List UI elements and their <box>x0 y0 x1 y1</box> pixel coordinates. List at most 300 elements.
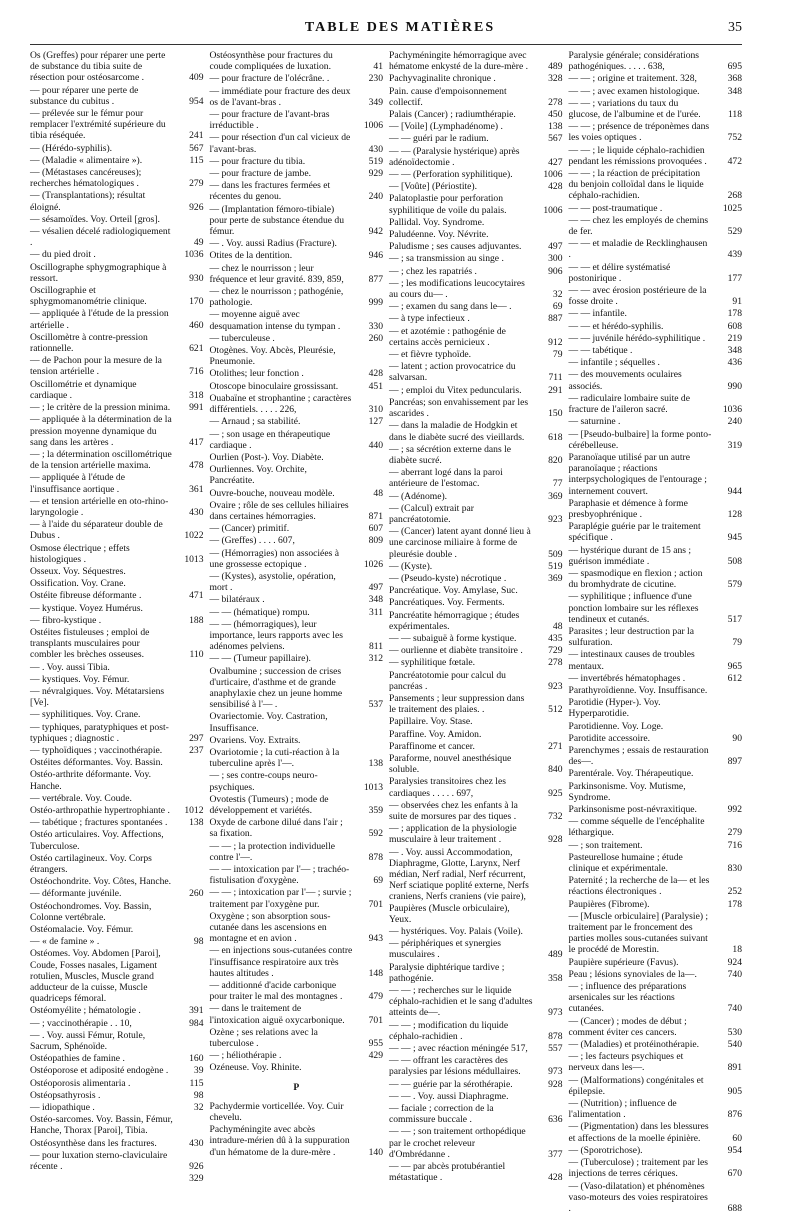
entry-text: Pancréatique. Voy. Amylase, Suc. <box>389 585 537 596</box>
index-entry <box>210 50 384 72</box>
entry-page: 118 <box>716 109 742 120</box>
entry-text: — et azotémie : pathogénie de certains accès pernicieux . <box>389 326 537 348</box>
entry-text: Ostéite fibreuse déformante . <box>30 590 178 601</box>
page-number: 35 <box>728 20 742 36</box>
index-entry <box>30 155 204 166</box>
entry-page: 91 <box>716 296 742 307</box>
entry-page: 177 <box>716 273 742 284</box>
entry-page: 150 <box>537 408 563 419</box>
entry-text: Pain. cause d'empoisonnement collectif. <box>389 86 537 108</box>
entry-page: 127 <box>357 416 383 427</box>
index-entry <box>210 109 384 131</box>
entry-text: Pallidal. Voy. Syndrome. <box>389 217 537 228</box>
entry-page: 740 <box>716 1003 742 1014</box>
entry-page: 128 <box>716 509 742 520</box>
index-entry <box>569 852 743 874</box>
index-entry <box>389 349 563 360</box>
entry-text: — névralgiques. Voy. Métatarsiens [Ve]. <box>30 686 178 708</box>
index-entry <box>389 385 563 396</box>
entry-text: — (Sporotrichose). <box>569 1145 717 1156</box>
entry-text: — — tabétique . <box>569 345 717 356</box>
index-entry <box>210 180 384 202</box>
entry-text: — observées chez les enfants à la suite de morsures par des tiques . <box>389 800 537 822</box>
index-entry <box>210 980 384 1002</box>
index-entry <box>389 610 563 632</box>
entry-text: — immédiate pour fracture des deux os de l'avant-bras . <box>210 86 358 108</box>
entry-text: Osseux. Voy. Séquestres. <box>30 566 178 577</box>
entry-page: 1022 <box>178 530 204 541</box>
entry-text: — typhoïdiques ; vaccinothérapie. <box>30 745 178 756</box>
index-entry <box>569 50 743 72</box>
entry-text: — — intoxication par l'— ; trachéo-fistulisation d'oxygène. <box>210 864 358 886</box>
index-entry <box>569 308 743 319</box>
index-entry <box>389 985 563 1019</box>
index-entry <box>30 901 204 923</box>
index-entry <box>30 888 204 899</box>
entry-page: 752 <box>716 132 742 143</box>
index-entry <box>30 662 204 673</box>
entry-page: 540 <box>716 1039 742 1050</box>
entry-page: 240 <box>716 416 742 427</box>
entry-text: — du pied droit . <box>30 249 178 260</box>
entry-page: 318 <box>178 390 204 401</box>
entry-text: — — ; le liquide céphalo-rachidien pendant les rémissions provoquées . <box>569 145 717 167</box>
index-entry <box>569 745 743 767</box>
entry-text: Paraforme, nouvel anesthésique soluble. <box>389 753 537 775</box>
entry-text: — tabétique ; fractures spontanées . <box>30 817 178 828</box>
entry-text: — moyenne aiguë avec desquamation intense du tympan . <box>210 309 358 331</box>
entry-text: — (Adénome). <box>389 491 537 502</box>
entry-page: 701 <box>357 1015 383 1026</box>
entry-page: 430 <box>357 144 383 155</box>
index-entry <box>30 167 204 189</box>
entry-page: 925 <box>537 788 563 799</box>
entry-page: 926 <box>178 202 204 213</box>
entry-page: 310 <box>357 404 383 415</box>
entry-text: Ostéosynthèse dans les fractures. <box>30 1138 178 1149</box>
index-entry <box>389 241 563 252</box>
index-entry <box>30 757 204 768</box>
index-entry <box>569 591 743 625</box>
entry-page: 409 <box>178 72 204 83</box>
entry-page: 358 <box>537 973 563 984</box>
index-entry <box>210 735 384 746</box>
index-entry <box>30 249 204 260</box>
entry-text: Pachyméningite avec abcès intradure-mérien dû à la suppuration d'un hématome de la dure-mère . <box>210 1124 358 1158</box>
index-entry <box>210 619 384 653</box>
entry-text: — ; emploi du Vitex peduncularis. <box>389 385 537 396</box>
index-entry <box>569 781 743 803</box>
index-entry <box>30 876 204 887</box>
index-entry <box>389 693 563 715</box>
index-column-1 <box>30 50 204 1070</box>
index-entry <box>210 1003 384 1025</box>
entry-text: — (Vaso-dilatation) et phénomènes vaso-moteurs des voies respiratoires . <box>569 1181 717 1214</box>
entry-text: — radiculaire lombaire suite de fracture de l'aileron sacré. <box>569 393 717 415</box>
index-entry <box>569 521 743 543</box>
entry-text: — (Greffes) . . . . 607, <box>210 535 358 546</box>
index-entry <box>30 722 204 744</box>
index-entry <box>569 393 743 415</box>
index-entry <box>569 345 743 356</box>
index-entry <box>389 313 563 324</box>
entry-text: Ostéosynthèse pour fractures du coude compliquées de luxation. <box>210 50 358 72</box>
entry-text: — et fièvre typhoïde. <box>389 349 537 360</box>
entry-text: — — (Tumeur papillaire). <box>210 653 358 664</box>
index-entry <box>389 962 563 984</box>
index-entry <box>389 657 563 668</box>
index-entry <box>389 573 563 584</box>
index-entry <box>30 948 204 1004</box>
index-entry <box>569 649 743 671</box>
entry-page: 729 <box>537 645 563 656</box>
entry-page: 328 <box>537 73 563 84</box>
entry-page: 312 <box>357 653 383 664</box>
entry-text: — (Nutrition) ; influence de l'alimentation . <box>569 1098 717 1120</box>
index-entry <box>389 1043 563 1054</box>
entry-text: — (Cancer) ; modes de début ; comment éviter ces cancers. <box>569 1016 717 1038</box>
entry-page: 497 <box>537 241 563 252</box>
entry-page: 621 <box>178 343 204 354</box>
index-entry <box>569 1075 743 1097</box>
index-columns <box>30 50 742 1070</box>
entry-text: — ; vaccinothérapie . . 10, <box>30 1018 178 1029</box>
index-entry <box>30 578 204 589</box>
entry-text: — comme séquelle de l'encéphalite léthargique. <box>569 816 717 838</box>
entry-page: 115 <box>178 1078 204 1089</box>
entry-text: — — ; recherches sur le liquide céphalo-rachidien et le sang d'adultes atteints de—. <box>389 985 537 1019</box>
entry-page: 77 <box>537 478 563 489</box>
index-entry <box>30 1053 204 1064</box>
entry-text: — ; examen du sang dans le— . <box>389 301 537 312</box>
entry-text: Ouvre-bouche, nouveau modèle. <box>210 488 358 499</box>
entry-text: Ostéo-sarcomes. Voy. Bassin, Fémur, Hanche, Thorax [Paroi], Tibia. <box>30 1114 178 1136</box>
index-entry <box>389 741 563 752</box>
entry-text: — invertébrés hématophages . <box>569 673 717 684</box>
entry-page: 39 <box>178 1065 204 1076</box>
index-entry <box>210 416 384 427</box>
index-entry <box>210 345 384 367</box>
entry-page: 929 <box>357 168 383 179</box>
index-entry <box>569 168 743 202</box>
index-entry <box>30 332 204 354</box>
entry-text: — — ; variations du taux du glucose, de l'albumine et de l'urée. <box>569 98 717 120</box>
index-entry <box>210 263 384 285</box>
entry-text: Ostéites fistuleuses ; emploi de transplants musculaires pour combler les brèches osseuses. <box>30 627 178 661</box>
entry-text: — (Hémorragies) non associées à une grossesse ectopique . <box>210 548 358 570</box>
entry-text: — — avec érosion postérieure de la fosse droite . <box>569 285 717 307</box>
entry-text: Ostéo-arthropathie hypertrophiante . <box>30 805 178 816</box>
index-entry <box>569 98 743 120</box>
index-entry <box>389 633 563 644</box>
entry-page: 170 <box>178 296 204 307</box>
entry-text: — infantile ; séquelles . <box>569 357 717 368</box>
entry-page: 69 <box>537 301 563 312</box>
entry-text: — (Maladie « alimentaire »). <box>30 155 178 166</box>
index-entry <box>569 957 743 968</box>
entry-page: 992 <box>716 804 742 815</box>
entry-text: Ostéomes. Voy. Abdomen [Paroi], Coude, Fosses nasales, Ligament rotulien, Muscles, Muscle grand adducteur de la cuisse, Muscle quadriceps fémoral. <box>30 948 178 1004</box>
entry-page: 529 <box>716 226 742 237</box>
entry-text: — faciale ; correction de la commissure buccale . <box>389 1103 537 1125</box>
entry-text: Ossification. Voy. Crane. <box>30 578 178 589</box>
entry-page: 435 <box>537 633 563 644</box>
index-entry <box>30 1065 204 1076</box>
entry-text: — (Hérédo-syphilis). <box>30 143 178 154</box>
index-entry <box>210 841 384 863</box>
index-entry <box>389 1103 563 1125</box>
index-entry <box>210 488 384 499</box>
entry-page: 90 <box>716 733 742 744</box>
entry-text: — pour fracture de jambe. <box>210 168 358 179</box>
entry-page: 991 <box>178 402 204 413</box>
entry-text: Os (Greffes) pour réparer une perte de substance du tibia suite de résection pour ostéosarcome . <box>30 50 178 84</box>
entry-page: 460 <box>178 320 204 331</box>
entry-text: Ouabaïne et strophantine ; caractères différentiels. . . . . 226, <box>210 393 358 415</box>
entry-text: — en injections sous-cutanées contre l'insuffisance respiratoire aux très hautes altitudes . <box>210 945 358 979</box>
entry-page: 928 <box>537 834 563 845</box>
entry-text: Ostéomalacie. Voy. Fémur. <box>30 924 178 935</box>
entry-text: — — ; intoxication par l'— ; survie ; traitement par l'oxygène pur. <box>210 887 358 909</box>
entry-text: Otolithes; leur fonction . <box>210 368 358 379</box>
entry-page: 188 <box>178 615 204 626</box>
index-entry <box>30 924 204 935</box>
entry-text: — — juvénile hérédo-syphilitique . <box>569 333 717 344</box>
entry-page: 48 <box>537 621 563 632</box>
entry-page: 260 <box>357 333 383 344</box>
entry-page: 519 <box>357 156 383 167</box>
entry-text: — . Voy. aussi Fémur, Rotule, Sacrum, Sphénoïde. <box>30 1030 178 1052</box>
index-entry <box>389 561 563 572</box>
entry-page: 954 <box>178 96 204 107</box>
entry-text: — typhiques, paratyphiques et post-typhiques ; diagnostic . <box>30 722 178 744</box>
entry-text: — (Cancer) primitif. <box>210 523 358 534</box>
index-entry <box>30 674 204 685</box>
index-entry <box>210 523 384 534</box>
index-entry <box>30 414 204 448</box>
entry-text: Ostéochondrite. Voy. Côtes, Hanche. <box>30 876 178 887</box>
entry-text: — — chez les employés de chemins de fer. <box>569 215 717 237</box>
entry-page: 472 <box>716 156 742 167</box>
index-entry <box>569 685 743 696</box>
index-column-3 <box>389 50 563 1070</box>
entry-text: — appliquée à l'étude de la pression artérielle . <box>30 308 178 330</box>
index-entry <box>210 794 384 816</box>
entry-text: Pachydermie vorticellée. Voy. Cuir chevelu. <box>210 1101 358 1123</box>
index-entry <box>389 121 563 132</box>
index-entry <box>210 571 384 593</box>
entry-text: — prélevée sur le fémur pour remplacer l'extrémité supérieure du tibia réséquée. <box>30 108 178 142</box>
entry-page: 928 <box>537 1079 563 1090</box>
entry-text: Paludéenne. Voy. Névrite. <box>389 229 537 240</box>
entry-text: Paraplégie guérie par le traitement spécifique . <box>569 521 717 543</box>
entry-page: 428 <box>357 368 383 379</box>
index-entry <box>389 503 563 525</box>
entry-page: 41 <box>357 61 383 72</box>
entry-text: — — (hémorragiques), leur importance, leurs rapports avec les adénomes pelviens. <box>210 619 358 653</box>
section-letter: P <box>210 1082 384 1093</box>
index-entry <box>569 145 743 167</box>
entry-text: — ; son usage en thérapeutique cardiaque . <box>210 429 358 451</box>
entry-text: Paraffinome et cancer. <box>389 741 537 752</box>
entry-page: 115 <box>178 155 204 166</box>
entry-page: 428 <box>537 181 563 192</box>
entry-page: 349 <box>357 97 383 108</box>
index-entry <box>569 86 743 97</box>
entry-page: 138 <box>537 121 563 132</box>
index-entry <box>210 1124 384 1158</box>
entry-text: — — et délire systématisé postonirique . <box>569 262 717 284</box>
entry-page: 912 <box>537 337 563 348</box>
entry-page: 973 <box>537 1066 563 1077</box>
entry-page: 740 <box>716 969 742 980</box>
entry-text: Parkinsonisme post-névraxitique. <box>569 804 717 815</box>
entry-text: — ; ses contre-coups neuro-psychiques. <box>210 770 358 792</box>
entry-page: 955 <box>357 1038 383 1049</box>
index-entry <box>210 770 384 792</box>
index-entry <box>389 926 563 937</box>
index-entry <box>389 716 563 727</box>
index-entry <box>30 1018 204 1029</box>
index-entry <box>569 721 743 732</box>
index-entry <box>30 85 204 107</box>
index-entry <box>30 615 204 626</box>
entry-page: 361 <box>178 484 204 495</box>
entry-text: — — ; avec examen histologique. <box>569 86 717 97</box>
entry-text: — additionné d'acide carbonique pour traiter le mal des montagnes . <box>210 980 358 1002</box>
entry-page: 391 <box>178 1005 204 1016</box>
index-entry <box>30 308 204 330</box>
index-entry <box>210 1027 384 1049</box>
entry-page: 891 <box>716 1062 742 1073</box>
index-entry <box>389 1091 563 1102</box>
index-entry <box>30 519 204 541</box>
entry-page: 954 <box>716 1145 742 1156</box>
entry-text: — [Voile] (Lymphadénome) . <box>389 121 537 132</box>
entry-page: 219 <box>716 333 742 344</box>
index-entry <box>210 73 384 84</box>
entry-page: 820 <box>537 455 563 466</box>
entry-page: 509 <box>537 549 563 560</box>
index-entry <box>210 887 384 909</box>
index-entry <box>30 496 204 518</box>
index-entry <box>569 911 743 956</box>
index-entry <box>389 73 563 84</box>
entry-page: 110 <box>178 649 204 660</box>
entry-page: 897 <box>716 756 742 767</box>
entry-text: — pour réparer une perte de substance du cubitus . <box>30 85 178 107</box>
entry-page: 701 <box>357 899 383 910</box>
entry-text: — dans les fractures fermées et récentes du genou. <box>210 180 358 202</box>
index-entry <box>389 133 563 144</box>
index-entry <box>210 607 384 618</box>
index-entry <box>569 545 743 567</box>
entry-text: — bilatéraux . <box>210 594 358 605</box>
index-entry <box>30 472 204 494</box>
index-entry <box>389 146 563 168</box>
entry-text: — [Voûte] (Périostite). <box>389 181 537 192</box>
index-entry <box>569 626 743 648</box>
index-entry <box>389 823 563 845</box>
entry-text: — aberrant logé dans la paroi antérieure de l'estomac. <box>389 467 537 489</box>
entry-page: 1013 <box>178 554 204 565</box>
entry-text: — chez le nourrisson ; leur fréquence et leur gravité. 839, 859, <box>210 263 358 285</box>
index-entry <box>30 190 204 212</box>
entry-text: — périphériques et synergies musculaires . <box>389 938 537 960</box>
index-entry <box>389 645 563 656</box>
entry-page: 359 <box>357 805 383 816</box>
index-entry <box>210 1050 384 1061</box>
entry-page: 60 <box>716 1133 742 1144</box>
index-entry <box>30 143 204 154</box>
entry-text: Oxyde de carbone dilué dans l'air ; sa fixation. <box>210 817 358 839</box>
entry-page: 905 <box>716 1086 742 1097</box>
entry-page: 944 <box>716 486 742 497</box>
entry-text: Paupières (Fibrome). <box>569 899 717 910</box>
index-entry <box>30 1005 204 1016</box>
index-entry <box>389 467 563 489</box>
index-entry <box>30 1102 204 1113</box>
index-entry <box>30 817 204 828</box>
entry-text: — idiopathique . <box>30 1102 178 1113</box>
index-entry <box>30 226 204 248</box>
index-entry <box>389 86 563 108</box>
entry-page: 946 <box>357 250 383 261</box>
index-entry <box>30 1150 204 1172</box>
entry-text: Paternité ; la recherche de la— et les réactions électroniques . <box>569 875 717 897</box>
index-entry <box>389 397 563 419</box>
index-entry <box>30 936 204 947</box>
entry-page: 512 <box>537 704 563 715</box>
index-entry <box>210 452 384 463</box>
index-entry <box>389 420 563 442</box>
entry-text: Ostéopathies de famine . <box>30 1053 178 1064</box>
index-entry <box>569 121 743 143</box>
entry-text: — ; influence des préparations arsenicales sur les réactions cutanées. <box>569 981 717 1015</box>
entry-text: Ostéoporosis alimentaria . <box>30 1078 178 1089</box>
index-entry <box>569 1039 743 1050</box>
entry-text: — (Calcul) extrait par pancréatotomie. <box>389 503 537 525</box>
entry-page: 930 <box>178 273 204 284</box>
entry-page: 876 <box>716 1109 742 1120</box>
index-entry <box>389 729 563 740</box>
entry-page: 429 <box>357 1050 383 1061</box>
index-entry <box>569 498 743 520</box>
index-entry <box>569 333 743 344</box>
entry-text: — appliquée à l'étude de l'insuffisance aortique . <box>30 472 178 494</box>
index-entry <box>210 864 384 886</box>
index-entry <box>210 1101 384 1123</box>
entry-page: 926 <box>178 1161 204 1172</box>
index-entry <box>30 1114 204 1136</box>
entry-text: — — et hérédo-syphilis. <box>569 321 717 332</box>
entry-text: — (Cancer) latent ayant donné lieu à une carcinose miliaire à forme de pleurésie double . <box>389 526 537 560</box>
index-entry <box>210 535 384 546</box>
index-entry <box>569 1051 743 1073</box>
index-entry <box>389 585 563 596</box>
index-entry <box>569 768 743 779</box>
entry-text: — — ; origine et traitement. 328, <box>569 73 717 84</box>
entry-text: — pour fracture de l'olécrâne. . <box>210 73 358 84</box>
entry-text: Otoscope binoculaire grossissant. <box>210 381 358 392</box>
entry-page: 489 <box>537 61 563 72</box>
index-entry <box>389 1161 563 1183</box>
entry-text: Peau ; lésions synoviales de la—. <box>569 969 717 980</box>
entry-text: — des mouvements oculaires associés. <box>569 369 717 391</box>
header-rule <box>30 44 742 45</box>
index-entry <box>389 326 563 348</box>
entry-text: — . Voy. aussi Tibia. <box>30 662 178 673</box>
